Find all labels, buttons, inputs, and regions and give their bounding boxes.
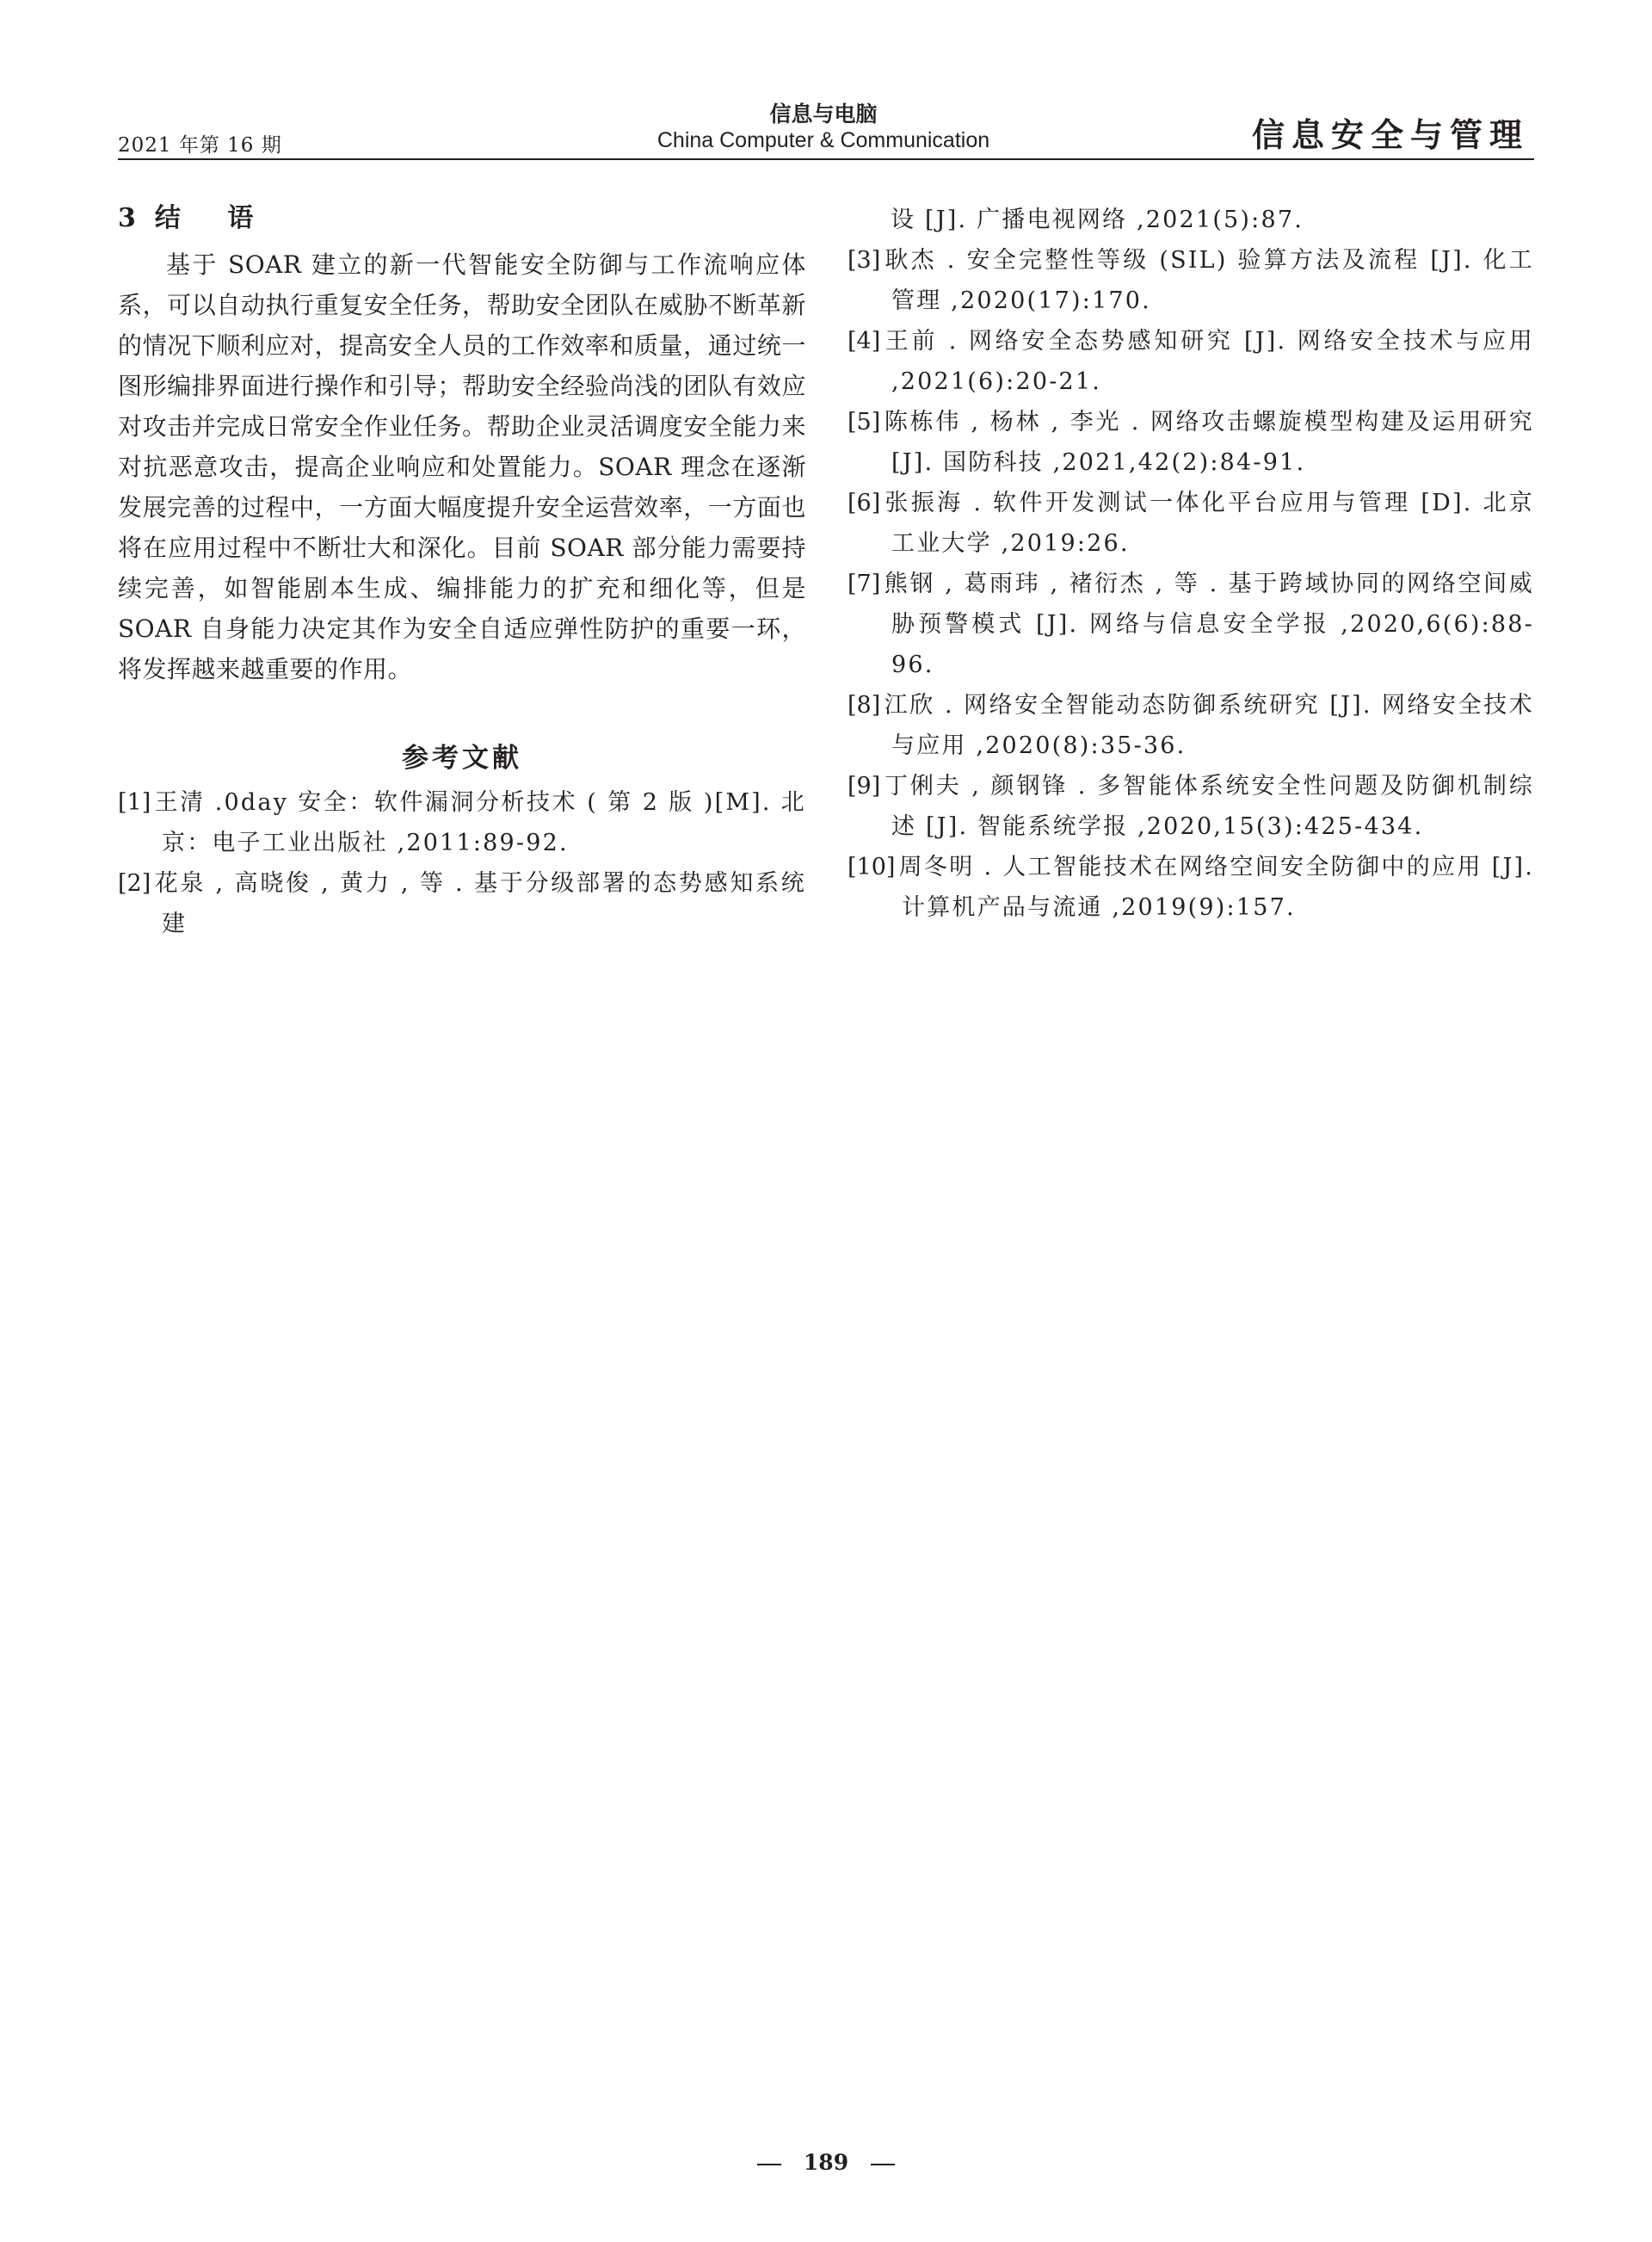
right-column <box>848 200 1534 928</box>
left-column <box>118 200 806 944</box>
reference-item: [7] 熊钢 , 葛雨玮 , 褚衍杰 , 等 . 基于跨域协同的网络空间威胁预警模式 [J]. 网络与信息安全学报 ,2020,6(6):88-96. <box>848 571 1534 678</box>
references-heading: 参考文献 <box>402 743 522 774</box>
footer-dash-left <box>757 2164 781 2165</box>
journal-masthead <box>600 102 1047 153</box>
reference-item: [5] 陈栋伟 , 杨林 , 李光 . 网络攻击螺旋模型构建及运用研究 [J]. 国防科技 ,2021,42(2):84-91. <box>848 409 1534 476</box>
journal-name-cn: 信息与电脑 <box>769 102 878 127</box>
section-heading <box>118 200 806 238</box>
reference-item: [6] 张振海 . 软件开发测试一体化平台应用与管理 [D]. 北京工业大学 ,2019:26. <box>848 490 1534 557</box>
reference-item: [9] 丁俐夫 , 颜钢锋 . 多智能体系统安全性问题及防御机制综述 [J]. 智能系统学报 ,2020,15(3):425-434. <box>848 773 1534 840</box>
reference-item: [10] 周冬明 . 人工智能技术在网络空间安全防御中的应用 [J]. 计算机产品与流通 ,2019(9):157. <box>848 854 1534 921</box>
section-title: 结 语 <box>154 203 273 233</box>
reference-item: [2] 花泉 , 高晓俊 , 黄力 , 等 . 基于分级部署的态势感知系统建 <box>118 870 806 937</box>
reference-item: [1] 王清 .0day 安全：软件漏洞分析技术 ( 第 2 版 )[M]. 北京：电子工业出版社 ,2011:89-92. <box>118 789 806 856</box>
page-header <box>118 102 1534 162</box>
issue-label: 2021 年第 16 期 <box>118 134 282 157</box>
journal-name-en: China Computer & Communication <box>656 128 990 152</box>
reference-item-continued: 设 [J]. 广播电视网络 ,2021(5):87. <box>891 207 1304 233</box>
page-number: 189 <box>803 2150 849 2175</box>
header-rule <box>118 158 1534 160</box>
footer-dash-right <box>871 2164 895 2165</box>
conclusion-paragraph: 基于 SOAR 建立的新一代智能安全防御与工作流响应体系，可以自动执行重复安全任务，帮助安全团队在威胁不断革新的情况下顺利应对，提高安全人员的工作效率和质量，通过统一图形编排界面进行操作和引导；帮助安全经验尚浅的团队有效应对攻击并完成日常安全作业任务。帮助企业灵活调度安全能力来对抗恶意攻击，提高企业响应和处置能力。SOAR 理念在逐渐发展完善的过程中，一方面大幅度提升安全运营效率，一方面也将在应用过程中不断壮大和深化。目前 SOAR 部分能力需要持续完善，如智能剧本生成、编排能力的扩充和细化等，但是 SOAR 自身能力决定其作为安全自适应弹性防护的重要一环，将发挥越来越重要的作用。 <box>118 250 806 683</box>
section-number: 3 <box>118 203 136 233</box>
reference-item: [8] 江欣 . 网络安全智能动态防御系统研究 [J]. 网络安全技术与应用 ,2020(8):35-36. <box>848 692 1534 759</box>
reference-item: [4] 王前 . 网络安全态势感知研究 [J]. 网络安全技术与应用 ,2021(6):20-21. <box>848 328 1534 395</box>
reference-item: [3] 耿杰 . 安全完整性等级 (SIL) 验算方法及流程 [J]. 化工管理 ,2020(17):170. <box>848 247 1534 314</box>
column-title: 信息安全与管理 <box>1251 115 1529 154</box>
page-footer <box>0 2150 1652 2175</box>
